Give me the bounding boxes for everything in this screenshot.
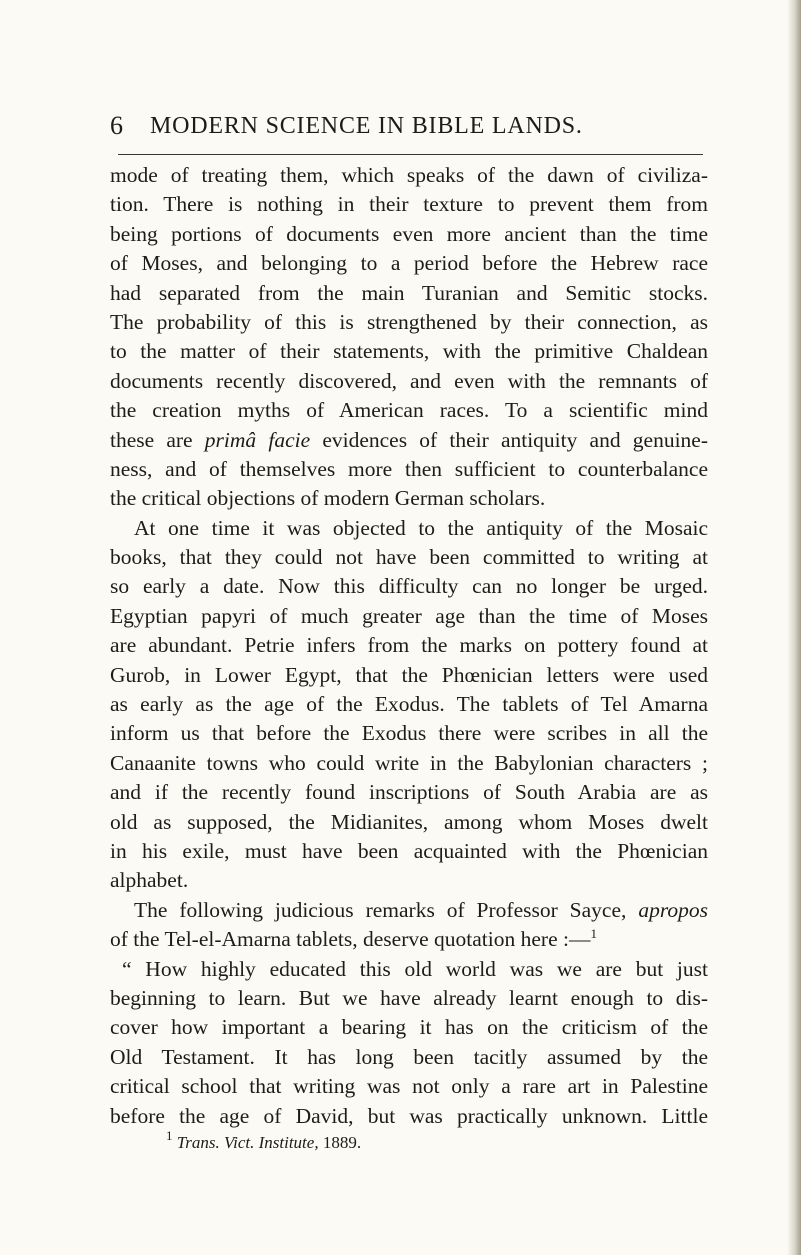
page-edge-shadow [787,0,801,1255]
text-line: of Moses, and belonging to a period before the Hebrew race [110,251,708,276]
page-number: 6 [110,111,123,140]
running-head: MODERN SCIENCE IN BIBLE LANDS. [150,113,583,139]
text-line: beginning to learn. But we have already learnt enough to dis- [110,985,708,1010]
text-line [110,426,708,455]
text-line: the creation myths of American races. To a scientific mind [110,398,708,423]
text-line: cover how important a bearing it has on the criticism of the [110,1015,708,1040]
text-line: and if the recently found inscriptions of South Arabia are as [110,780,708,805]
italic-text: primâ facie [204,427,311,452]
header-rule [118,154,703,155]
text-line: tion. There is nothing in their texture to prevent them from [110,192,708,217]
footnote-reference: 1 [590,926,597,942]
italic-text: apropos [638,897,708,922]
text-line: Old Testament. It has long been tacitly assumed by the [110,1044,708,1069]
body-text [110,161,708,1155]
text-line: “ How highly educated this old world was we are but just [122,956,708,981]
text-line: had separated from the main Turanian and Semitic stocks. [110,280,708,305]
text-line: in his exile, must have been acquainted with the Phœnician [110,838,708,863]
footnote-mark: 1 [166,1127,173,1143]
footnote [110,1127,708,1155]
text-line: as early as the age of the Exodus. The tablets of Tel Amarna [110,692,708,717]
text-line: so early a date. Now this difficulty can no longer be urged. [110,574,708,599]
text-line: documents recently discovered, and even with the remnants of [110,368,708,393]
text-line: The probability of this is strengthened by their connection, as [110,309,708,334]
text-segment: evidences of their antiquity and genuine- [310,427,709,452]
text-line: Canaanite towns who could write in the Babylonian characters ; [110,750,708,775]
text-line: Gurob, in Lower Egypt, that the Phœnician letters were used [110,662,708,687]
text-line: before the age of David, but was practically unknown. Little [110,1103,708,1128]
text-line: inform us that before the Exodus there were scribes in all the [110,721,708,746]
text-line: are abundant. Petrie infers from the marks on pottery found at [110,633,708,658]
text-segment: The following judicious remarks of Professor Sayce, [134,897,639,922]
text-line: critical school that writing was not only a rare art in Palestine [110,1074,708,1099]
text-line: mode of treating them, which speaks of the dawn of civiliza- [110,163,708,187]
text-line: being portions of documents even more ancient than the time [110,221,708,246]
text-line [110,896,708,925]
text-segment: these are [110,427,205,452]
text-line: At one time it was objected to the antiquity of the Mosaic [134,515,708,540]
page-header [110,108,710,144]
text-line: old as supposed, the Midianites, among whom Moses dwelt [110,809,708,834]
footnote-year: 1889. [322,1132,362,1152]
text-line: books, that they could not have been committed to writing at [110,545,708,570]
text-line: the critical objections of modern German scholars. [110,486,546,511]
text-line: alphabet. [110,868,189,893]
text-line: to the matter of their statements, with the primitive Chaldean [110,339,708,364]
text-segment: of the Tel-el-Amarna tablets, deserve quotation here :— [110,927,591,952]
footnote-title: Trans. Vict. Institute, [176,1132,319,1152]
text-line: ness, and of themselves more then sufficient to counterbalance [110,456,708,481]
text-line: Egyptian papyri of much greater age than the time of Moses [110,603,708,628]
text-line [110,925,708,954]
